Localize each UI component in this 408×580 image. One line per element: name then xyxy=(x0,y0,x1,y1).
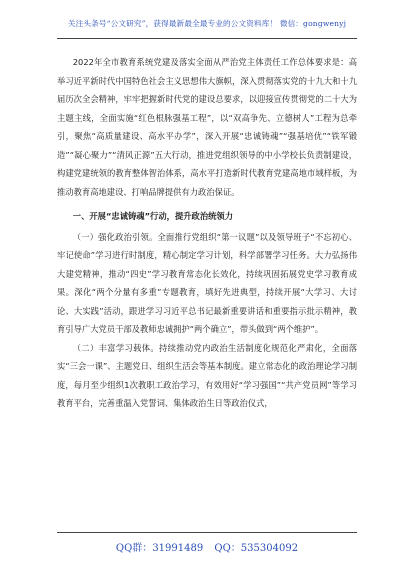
qq-group-text: QQ群：31991489 xyxy=(115,543,204,554)
header-divider xyxy=(57,38,357,39)
footer-divider xyxy=(57,532,357,533)
footer-contact xyxy=(57,539,357,554)
section-heading: 一、开展“忠诚铸魂”行动，提升政治统领力 xyxy=(72,211,234,221)
document-body xyxy=(57,53,357,413)
header-banner: 关注头条号“公文研究”，获得最新最全最专业的公文资料库！ 微信：gongwenyj xyxy=(67,19,347,28)
intro-paragraph: 2022年全市教育系统党建及落实全面从严治党主体责任工作总体要求是：高举习近平新时代中国特色社会主义思想伟大旗帜，深入贯彻落实党的十九大和十九届历次全会精神，牢牢把握新时代党的建设总要求，以迎接宣传贯彻党的二十大为主题主线，全面实施“红色根脉强基工程”，以“双高争先、立德树人”工程为总牵引，聚焦“高质量建设、高水平办学”，深入开展“忠诚铸魂”“强基培优”“铁军锻造”“凝心聚力”“清风正源”五大行动，推进党组织领导的中小学校长负责制建设，构建党建统领的教育整体智治体系，高水平打造新时代教育党建高地市域样板，为推动教育高地建设、打响品牌提供有力政治保证。 xyxy=(57,57,357,197)
sub-paragraph-2: （二）丰富学习载体。持续推动党内政治生活制度化规范化严肃化，全面落实“三会一课”、主题党日、组织生活会等基本制度。建立常态化的政治理论学习制度，每月至少组织1次教职工政治学习，有效用好“学习强国”“共产党员网”等学习教育平台，完善重温入党誓词、集体政治生日等政治仪式， xyxy=(57,342,357,408)
sub-paragraph-1: （一）强化政治引领。全面推行党组织“第一议题”以及领导班子“不忘初心、牢记使命”学习进行时制度，精心制定学习计划，科学部署学习任务。大力弘扬伟大建党精神，推动“四史”学习教育常态化长效化，持续巩固拓展党史学习教育成果。深化“两个分量有多重”专题教育，填好先进典型，持续开展“大学习、大讨论、大实践”活动，跟进学习习近平总书记最新重要讲话和重要指示批示精神，教育引导广大党员干部及教师忠诚拥护“两个确立”，带头做到“两个维护”。 xyxy=(57,231,357,334)
qq-text: QQ：535304092 xyxy=(214,543,299,554)
